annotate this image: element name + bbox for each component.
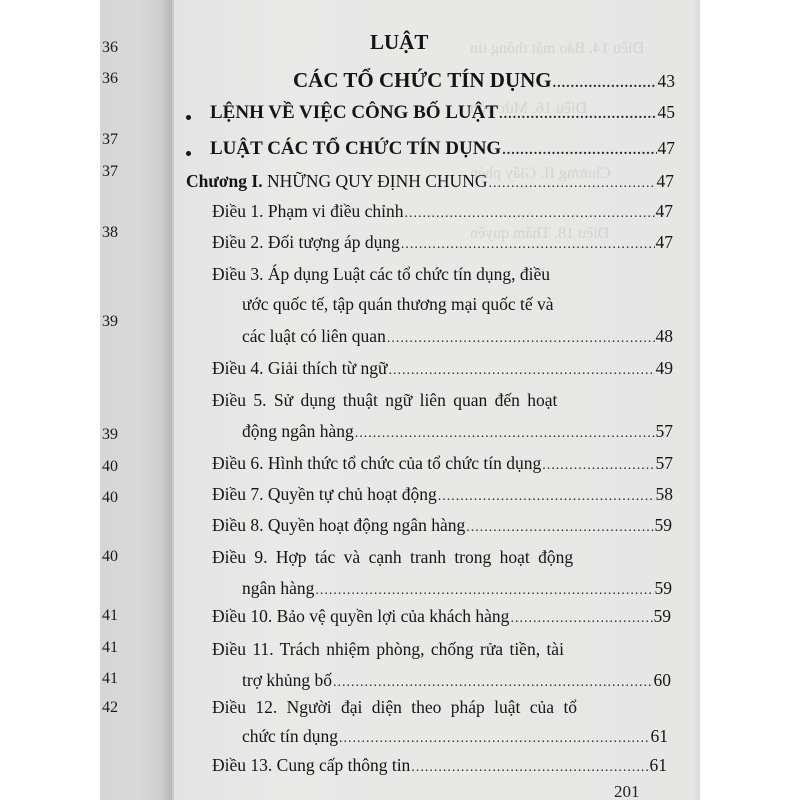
- toc-entry-label: Điều 10. Bảo vệ quyền lợi của khách hàng: [212, 606, 510, 626]
- left-page-number: 38: [102, 224, 118, 241]
- leader-dots: [387, 331, 655, 347]
- footer-page-number: 201: [614, 782, 640, 800]
- leader-dots: [510, 611, 652, 627]
- left-page-number: 42: [102, 699, 118, 716]
- toc-article-entry[interactable]: [242, 726, 668, 747]
- leader-dots: [405, 206, 655, 222]
- page-number: 48: [655, 326, 673, 346]
- left-page-number: 39: [102, 426, 118, 443]
- leader-dots: [466, 520, 653, 536]
- toc-article-entry[interactable]: [212, 484, 673, 505]
- toc-entry-label-line[interactable]: Điều 9. Hợp tác và cạnh tranh trong hoạt động: [212, 547, 574, 567]
- bleed-through-text: Chương II. Giấy phép: [470, 165, 611, 182]
- chapter-prefix: Chương I.: [186, 171, 263, 191]
- left-page-number: 40: [102, 548, 118, 565]
- toc-entry-label: Điều 6. Hình thức tổ chức của tổ chức tín dụng: [212, 453, 542, 473]
- leader-dots: [502, 143, 656, 159]
- page-number: 47: [655, 232, 673, 252]
- toc-article-entry[interactable]: [242, 421, 673, 442]
- leader-dots: [553, 76, 657, 92]
- bleed-through-text: Điều 16. Mức vốn: [470, 100, 588, 117]
- left-page-number: 39: [102, 313, 118, 330]
- left-page-number: 37: [102, 131, 118, 148]
- toc-main-title-entry[interactable]: [293, 68, 675, 93]
- toc-article-entry[interactable]: [212, 755, 667, 776]
- leader-dots: [411, 760, 648, 776]
- left-page-number: 40: [102, 489, 118, 506]
- leader-dots: [315, 583, 653, 599]
- toc-article-entry[interactable]: [212, 232, 673, 253]
- left-page-number: 41: [102, 639, 118, 656]
- page-number: 57: [655, 453, 673, 473]
- page-number: 47: [656, 171, 674, 191]
- left-page-number: 41: [102, 670, 118, 687]
- page-number: 49: [655, 358, 673, 378]
- leader-dots: [355, 426, 655, 442]
- toc-entry-label: Điều 1. Phạm vi điều chỉnh: [212, 201, 404, 221]
- toc-entry-label: LUẬT CÁC TỔ CHỨC TÍN DỤNG: [210, 138, 502, 159]
- page-number: 45: [657, 102, 675, 122]
- page-number: 58: [655, 484, 673, 504]
- leader-dots: [488, 176, 655, 192]
- page-number: 59: [653, 606, 671, 626]
- bleed-through-text: Điều 18. Thẩm quyền: [470, 225, 610, 242]
- leader-dots: [388, 363, 654, 379]
- toc-entry-label-line[interactable]: ước quốc tế, tập quán thương mại quốc tế và: [242, 294, 554, 314]
- page-number: 47: [655, 201, 673, 221]
- page-number: 47: [657, 138, 675, 158]
- toc-entry-label: các luật có liên quan: [242, 326, 386, 346]
- left-page-number: 36: [102, 70, 118, 87]
- toc-article-entry[interactable]: [242, 670, 671, 691]
- toc-entry-label: Điều 8. Quyền hoạt động ngân hàng: [212, 515, 466, 535]
- toc-entry-label: chức tín dụng: [242, 726, 338, 746]
- toc-entry-label: trợ khủng bố: [242, 670, 332, 690]
- toc-entry-label: Điều 13. Cung cấp thông tin: [212, 755, 411, 775]
- toc-article-entry[interactable]: [212, 515, 672, 536]
- toc-article-entry[interactable]: [212, 606, 671, 627]
- toc-bullet-entry[interactable]: [210, 138, 675, 160]
- toc-bullet-entry[interactable]: [210, 102, 675, 124]
- toc-entry-label: LỆNH VỀ VIỆC CÔNG BỐ LUẬT: [210, 102, 499, 123]
- page-number: 59: [654, 578, 672, 598]
- toc-entry-label: Điều 2. Đối tượng áp dụng: [212, 232, 400, 252]
- leader-dots: [438, 489, 655, 505]
- toc-entry-label-line[interactable]: Điều 12. Người đại diện theo pháp luật của tổ: [212, 697, 578, 717]
- toc-article-entry[interactable]: [212, 201, 673, 222]
- chapter-title: NHỮNG QUY ĐỊNH CHUNG: [266, 171, 488, 191]
- page-number: 57: [655, 421, 673, 441]
- toc-main-title-line2: CÁC TỔ CHỨC TÍN DỤNG: [293, 68, 552, 92]
- toc-entry-label: ngân hàng: [242, 578, 315, 598]
- left-page-number: 40: [102, 458, 118, 475]
- page-number: 59: [654, 515, 672, 535]
- bullet-icon: [186, 115, 191, 120]
- toc-main-title-line1: LUẬT: [370, 30, 429, 54]
- toc-entry-label: Điều 7. Quyền tự chủ hoạt động: [212, 484, 437, 504]
- toc-article-entry[interactable]: [242, 326, 673, 347]
- left-page-number: 41: [102, 607, 118, 624]
- toc-article-entry[interactable]: [242, 578, 672, 599]
- toc-entry-label-line[interactable]: Điều 3. Áp dụng Luật các tổ chức tín dụng, điều: [212, 264, 551, 284]
- leader-dots: [339, 731, 650, 747]
- toc-entry-label-line[interactable]: Điều 5. Sử dụng thuật ngữ liên quan đến hoạt: [212, 390, 558, 410]
- book-gutter: [160, 0, 174, 800]
- page-number: 61: [650, 726, 668, 746]
- left-page-number: 37: [102, 163, 118, 180]
- leader-dots: [542, 458, 654, 474]
- left-page-number: 36: [102, 39, 118, 56]
- page-number: 61: [649, 755, 667, 775]
- leader-dots: [499, 107, 656, 123]
- page-number: 43: [657, 71, 675, 91]
- toc-article-entry[interactable]: [212, 453, 673, 474]
- leader-dots: [401, 237, 655, 253]
- toc-entry-label: động ngân hàng: [242, 421, 354, 441]
- bleed-through-text: Điều 14. Bảo mật thông tin: [470, 40, 645, 57]
- toc-article-entry[interactable]: [212, 358, 673, 379]
- page-number: 60: [653, 670, 671, 690]
- leader-dots: [333, 675, 653, 691]
- toc-entry-label-line[interactable]: Điều 11. Trách nhiệm phòng, chống rửa tiền, tài: [212, 639, 564, 659]
- toc-chapter-entry[interactable]: [186, 171, 674, 192]
- bullet-icon: [186, 151, 191, 156]
- toc-entry-label: Điều 4. Giải thích từ ngữ: [212, 358, 388, 378]
